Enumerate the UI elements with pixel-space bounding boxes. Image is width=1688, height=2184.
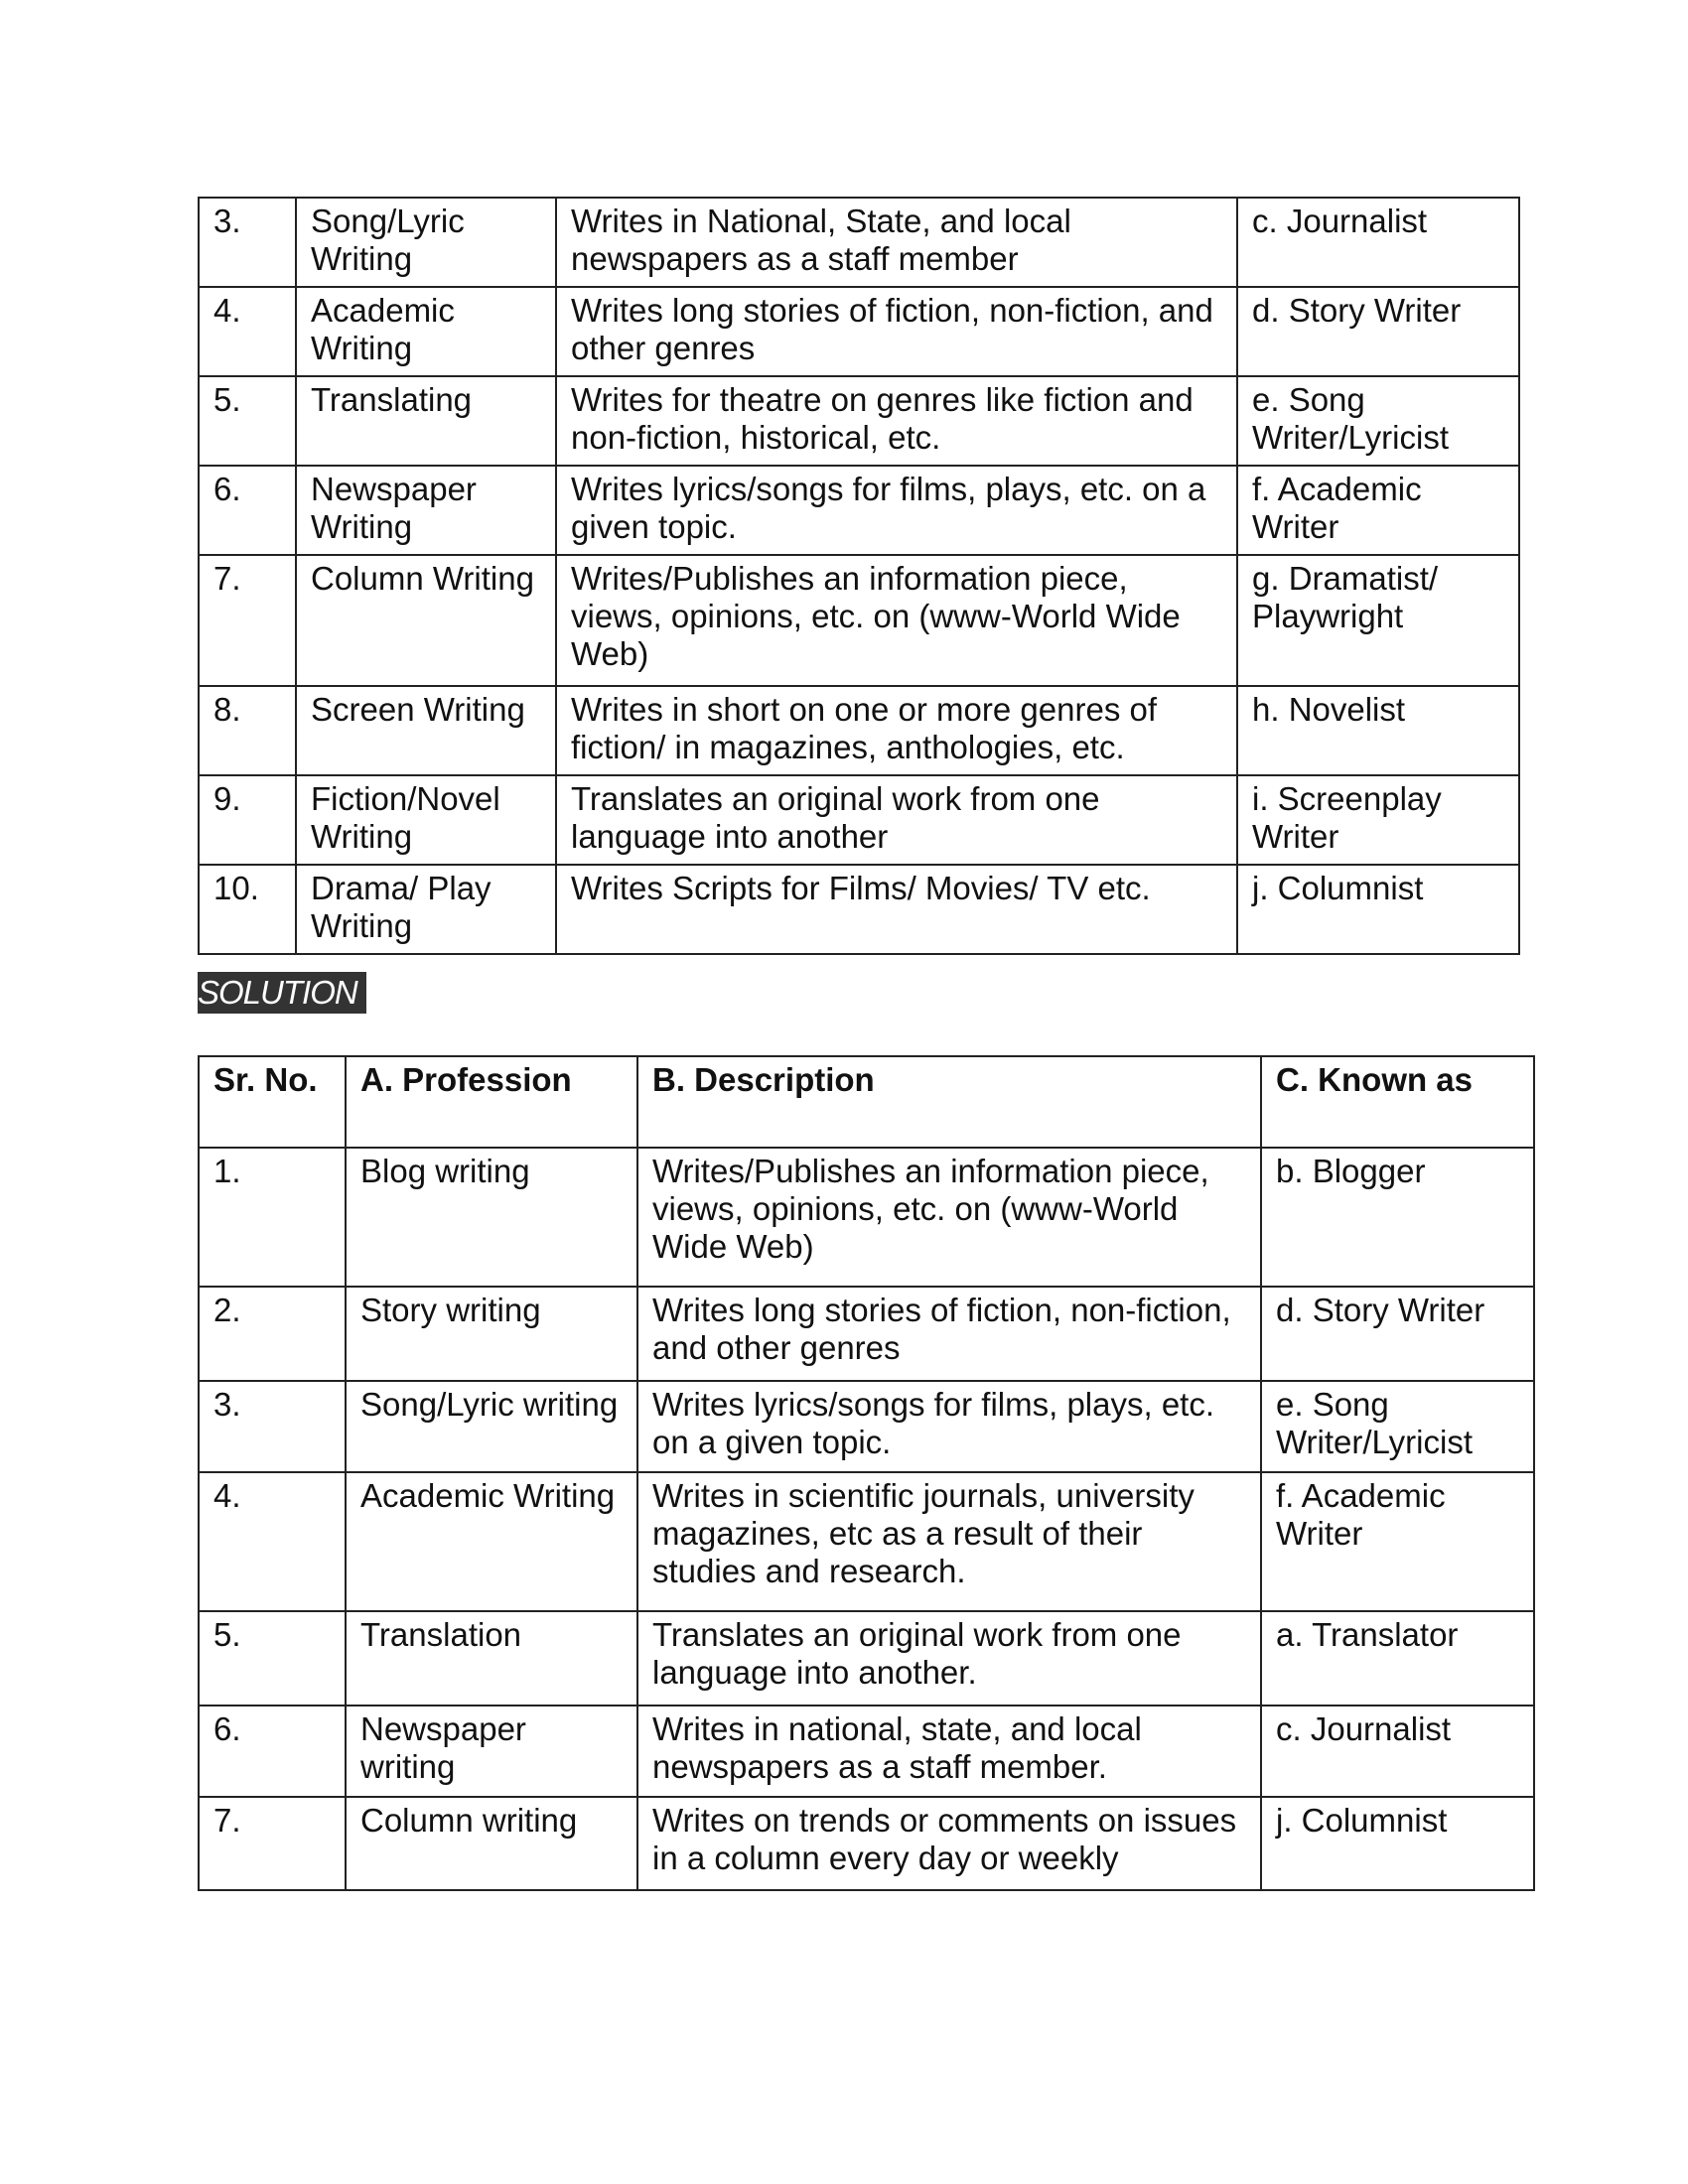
table-row xyxy=(199,775,1519,865)
description-cell: Writes long stories of fiction, non-fiction, and other genres xyxy=(637,1287,1261,1381)
table-row xyxy=(199,865,1519,954)
description-cell: Writes long stories of fiction, non-fiction, and other genres xyxy=(556,287,1237,376)
sr-no-cell: 5. xyxy=(199,1611,346,1706)
known-as-cell: e. Song Writer/Lyricist xyxy=(1261,1381,1534,1472)
known-as-cell: a. Translator xyxy=(1261,1611,1534,1706)
column-header-sr-no: Sr. No. xyxy=(199,1056,346,1148)
profession-cell: Song/Lyric Writing xyxy=(296,198,556,287)
table-row xyxy=(199,1381,1534,1472)
table-row xyxy=(199,1472,1534,1611)
profession-cell: Academic Writing xyxy=(346,1472,637,1611)
description-cell: Writes/Publishes an information piece, views, opinions, etc. on (www-World Wide Web) xyxy=(556,555,1237,686)
sr-no-cell: 7. xyxy=(199,1797,346,1890)
profession-cell: Song/Lyric writing xyxy=(346,1381,637,1472)
known-as-cell: j. Columnist xyxy=(1237,865,1519,954)
description-cell: Writes in national, state, and local newspapers as a staff member. xyxy=(637,1706,1261,1797)
matching-table xyxy=(198,197,1520,955)
description-cell: Translates an original work from one language into another. xyxy=(637,1611,1261,1706)
sr-no-cell: 4. xyxy=(199,287,296,376)
table-row xyxy=(199,287,1519,376)
column-header-known-as: C. Known as xyxy=(1261,1056,1534,1148)
sr-no-cell: 9. xyxy=(199,775,296,865)
description-cell: Writes on trends or comments on issues in a column every day or weekly xyxy=(637,1797,1261,1890)
description-cell: Writes lyrics/songs for films, plays, etc. on a given topic. xyxy=(556,466,1237,555)
description-cell: Writes for theatre on genres like fiction and non-fiction, historical, etc. xyxy=(556,376,1237,466)
table-row xyxy=(199,1797,1534,1890)
table-row xyxy=(199,1148,1534,1287)
known-as-cell: h. Novelist xyxy=(1237,686,1519,775)
solution-heading: SOLUTION xyxy=(198,972,366,1014)
sr-no-cell: 3. xyxy=(199,198,296,287)
known-as-cell: g. Dramatist/ Playwright xyxy=(1237,555,1519,686)
description-cell: Writes lyrics/songs for films, plays, etc. on a given topic. xyxy=(637,1381,1261,1472)
profession-cell: Translation xyxy=(346,1611,637,1706)
known-as-cell: d. Story Writer xyxy=(1261,1287,1534,1381)
sr-no-cell: 10. xyxy=(199,865,296,954)
table-header-row xyxy=(199,1056,1534,1148)
known-as-cell: d. Story Writer xyxy=(1237,287,1519,376)
table-row xyxy=(199,686,1519,775)
column-header-profession: A. Profession xyxy=(346,1056,637,1148)
description-cell: Writes/Publishes an information piece, views, opinions, etc. on (www-World Wide Web) xyxy=(637,1148,1261,1287)
known-as-cell: c. Journalist xyxy=(1261,1706,1534,1797)
profession-cell: Story writing xyxy=(346,1287,637,1381)
table-row xyxy=(199,198,1519,287)
known-as-cell: f. Academic Writer xyxy=(1261,1472,1534,1611)
known-as-cell: j. Columnist xyxy=(1261,1797,1534,1890)
table-row xyxy=(199,466,1519,555)
profession-cell: Screen Writing xyxy=(296,686,556,775)
sr-no-cell: 7. xyxy=(199,555,296,686)
profession-cell: Column writing xyxy=(346,1797,637,1890)
profession-cell: Column Writing xyxy=(296,555,556,686)
description-cell: Translates an original work from one language into another xyxy=(556,775,1237,865)
profession-cell: Newspaper writing xyxy=(346,1706,637,1797)
table-row xyxy=(199,555,1519,686)
sr-no-cell: 6. xyxy=(199,1706,346,1797)
table-row xyxy=(199,1611,1534,1706)
sr-no-cell: 4. xyxy=(199,1472,346,1611)
profession-cell: Translating xyxy=(296,376,556,466)
column-header-description: B. Description xyxy=(637,1056,1261,1148)
known-as-cell: e. Song Writer/Lyricist xyxy=(1237,376,1519,466)
solution-table xyxy=(198,1055,1535,1891)
table-row xyxy=(199,1287,1534,1381)
sr-no-cell: 1. xyxy=(199,1148,346,1287)
sr-no-cell: 2. xyxy=(199,1287,346,1381)
sr-no-cell: 6. xyxy=(199,466,296,555)
profession-cell: Drama/ Play Writing xyxy=(296,865,556,954)
sr-no-cell: 8. xyxy=(199,686,296,775)
description-cell: Writes in National, State, and local newspapers as a staff member xyxy=(556,198,1237,287)
known-as-cell: c. Journalist xyxy=(1237,198,1519,287)
table-row xyxy=(199,376,1519,466)
profession-cell: Academic Writing xyxy=(296,287,556,376)
profession-cell: Blog writing xyxy=(346,1148,637,1287)
sr-no-cell: 3. xyxy=(199,1381,346,1472)
known-as-cell: b. Blogger xyxy=(1261,1148,1534,1287)
table-row xyxy=(199,1706,1534,1797)
description-cell: Writes Scripts for Films/ Movies/ TV etc. xyxy=(556,865,1237,954)
profession-cell: Fiction/Novel Writing xyxy=(296,775,556,865)
known-as-cell: f. Academic Writer xyxy=(1237,466,1519,555)
sr-no-cell: 5. xyxy=(199,376,296,466)
profession-cell: Newspaper Writing xyxy=(296,466,556,555)
known-as-cell: i. Screenplay Writer xyxy=(1237,775,1519,865)
description-cell: Writes in short on one or more genres of fiction/ in magazines, anthologies, etc. xyxy=(556,686,1237,775)
description-cell: Writes in scientific journals, university magazines, etc as a result of their studies and research. xyxy=(637,1472,1261,1611)
